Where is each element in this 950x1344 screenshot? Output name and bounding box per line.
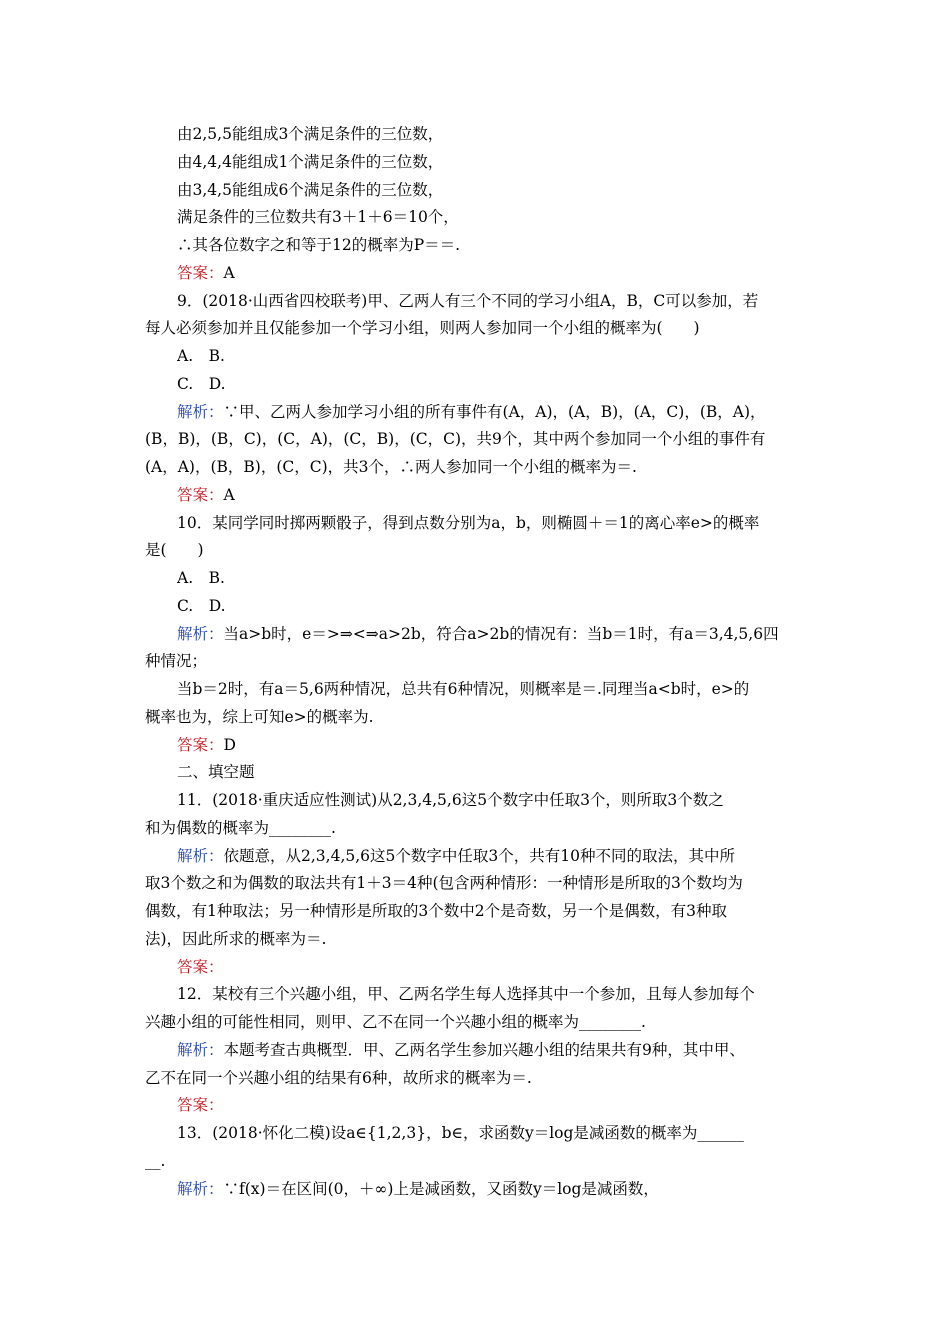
line-text: A	[223, 485, 235, 504]
text-line	[177, 953, 810, 981]
line-text: D	[223, 735, 236, 754]
line-text: ∴其各位数字之和等于12的概率为P＝＝.	[177, 236, 461, 254]
text-line	[177, 592, 810, 620]
line-text: C. D.	[177, 596, 226, 615]
line-text: 当b＝2时，有a＝5,6两种情况，总共有6种情况，则概率是＝.同理当a<b时，e>的	[177, 680, 750, 698]
text-line	[177, 120, 810, 148]
text-line	[145, 1064, 810, 1092]
line-text: 由3,4,5能组成6个满足条件的三位数，	[177, 180, 444, 199]
text-line	[145, 536, 810, 564]
text-line	[177, 842, 810, 870]
text-line	[177, 176, 810, 204]
line-text: 满足条件的三位数共有3＋1＋6＝10个，	[177, 208, 459, 227]
line-text: 依题意，从2,3,4,5,6这5个数字中任取3个，共有10种不同的取法，其中所	[223, 846, 735, 865]
line-text: 13．(2018·怀化二模)设a∈{1,2,3}，b∈，求函数y＝log是减函数的概率为______	[177, 1124, 744, 1142]
line-text: __.	[145, 1151, 166, 1170]
answer-label: 答案：	[177, 1096, 224, 1115]
analysis-label: 解析：	[177, 1179, 224, 1198]
text-line	[145, 314, 810, 342]
line-text: A. B.	[177, 347, 225, 365]
analysis-label: 解析：	[177, 624, 224, 643]
text-line	[177, 148, 810, 176]
text-line	[145, 703, 810, 731]
line-text: 由2,5,5能组成3个满足条件的三位数，	[177, 125, 444, 143]
text-line	[145, 1008, 810, 1036]
text-line	[145, 453, 810, 481]
line-text: (B，B)，(B，C)，(C，A)，(C，B)，(C，C)，共9个，其中两个参加同一个小组的事件有	[145, 430, 766, 449]
line-text: 取3个数之和为偶数的取法共有1＋3＝4种(包含两种情形：一种情形是所取的3个数均为	[145, 874, 743, 893]
text-line	[177, 731, 810, 759]
text-line	[177, 231, 810, 259]
text-line	[177, 1175, 810, 1203]
text-line	[177, 1036, 810, 1064]
line-text: 法)，因此所求的概率为＝.	[145, 929, 327, 948]
text-line	[177, 1119, 810, 1147]
line-text: 每人必须参加并且仅能参加一个学习小组，则两人参加同一个小组的概率为( )	[145, 319, 700, 338]
analysis-label: 解析：	[177, 402, 224, 421]
line-text: ∵甲、乙两人参加学习小组的所有事件有(A，A)，(A，B)，(A，C)，(B，A)，	[223, 402, 766, 421]
line-text: 和为偶数的概率为________.	[145, 818, 336, 837]
text-line	[145, 1147, 810, 1175]
text-line	[177, 259, 810, 287]
text-line	[145, 869, 810, 897]
line-text: 种情况；	[145, 652, 208, 671]
text-line	[177, 287, 810, 315]
text-line	[177, 980, 810, 1008]
text-line	[145, 647, 810, 675]
answer-label: 答案：	[177, 735, 224, 754]
text-line	[177, 342, 810, 370]
line-text: 是( )	[145, 541, 204, 560]
text-line	[145, 897, 810, 925]
line-text: ∵f(x)＝在区间(0，＋∞)上是减函数，又函数y＝log是减函数，	[223, 1179, 659, 1198]
line-text: 概率也为，综上可知e>的概率为.	[145, 707, 374, 726]
line-text: C. D.	[177, 374, 226, 393]
answer-label: 答案：	[177, 485, 224, 504]
text-line	[177, 1091, 810, 1119]
line-text: 由4,4,4能组成1个满足条件的三位数，	[177, 152, 444, 171]
analysis-label: 解析：	[177, 1040, 224, 1059]
line-text: 11．(2018·重庆适应性测试)从2,3,4,5,6这5个数字中任取3个，则所取3个数之	[177, 791, 724, 809]
line-text: 偶数，有1种取法；另一种情形是所取的3个数中2个是奇数，另一个是偶数，有3种取	[145, 902, 727, 920]
line-text: (A，A)，(B，B)，(C，C)，共3个，∴两人参加同一个小组的概率为＝.	[145, 458, 637, 476]
text-line	[177, 620, 810, 648]
text-line	[177, 398, 810, 426]
line-text: 12．某校有三个兴趣小组，甲、乙两名学生每人选择其中一个参加，且每人参加每个	[177, 985, 755, 1004]
line-text: 本题考查古典概型．甲、乙两名学生参加兴趣小组的结果共有9种，其中甲、	[223, 1040, 745, 1059]
line-text: 乙不在同一个兴趣小组的结果有6种，故所求的概率为＝.	[145, 1068, 532, 1087]
text-line	[145, 425, 810, 453]
analysis-label: 解析：	[177, 846, 224, 865]
text-line	[177, 509, 810, 537]
text-line	[145, 925, 810, 953]
line-text: A	[223, 263, 235, 282]
text-line	[177, 203, 810, 231]
text-line	[177, 786, 810, 814]
text-line	[177, 564, 810, 592]
text-line	[177, 758, 810, 786]
line-text: 兴趣小组的可能性相同，则甲、乙不在同一个兴趣小组的概率为________.	[145, 1013, 646, 1031]
text-line	[145, 814, 810, 842]
line-text: 当a>b时，e＝>⇒<⇒a>2b，符合a>2b的情况有：当b＝1时，有a＝3,4,5,6四	[223, 624, 779, 643]
text-line	[177, 370, 810, 398]
line-text: 二、填空题	[177, 763, 255, 782]
answer-label: 答案：	[177, 957, 224, 976]
line-text: 9．(2018·山西省四校联考)甲、乙两人有三个不同的学习小组A，B，C可以参加，若	[177, 291, 759, 310]
line-text: 10．某同学同时掷两颗骰子，得到点数分别为a，b，则椭圆＋＝1的离心率e>的概率	[177, 513, 760, 532]
text-line	[177, 675, 810, 703]
text-line	[177, 481, 810, 509]
answer-label: 答案：	[177, 263, 224, 282]
line-text: A. B.	[177, 569, 225, 587]
